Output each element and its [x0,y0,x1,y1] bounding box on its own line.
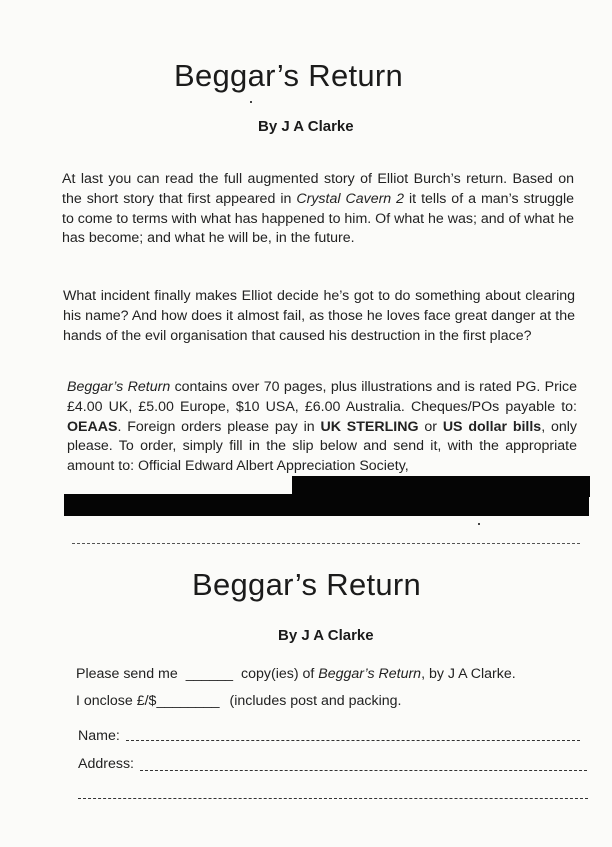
p1-publication-title: Crystal Cavern 2 [296,190,405,207]
order-text-end: , by J A Clarke. [421,666,516,682]
speck [478,523,480,525]
slip-byline: By J A Clarke [278,627,374,644]
order-text: copy(ies) of [241,666,319,682]
p3-book-title: Beggar’s Return [67,379,171,395]
p3-text-b: . Foreign orders please pay in [117,418,321,435]
intro-paragraph-3 [67,378,577,477]
p3-text-d: , only please. To order, simply fill in the slip below and send it, with the appropriate amount to: Official Edward Albert Appreciation Society, [67,418,578,475]
name-label: Name: [78,728,120,744]
p1-text-b: it tells of a man’s struggle to come to terms with what has happened to him. Of what he was; and of what he has become; and what he will be, in the future. [62,190,575,247]
address-label: Address: [78,756,134,772]
order-book-title: Beggar’s Return [318,666,422,682]
address-field-line-1[interactable] [140,770,587,771]
p1-text-a: At last you can read the full augmented story of Elliot Burch’s return. Based on the short story that first appeared in [62,171,574,207]
order-label: Please send me [76,666,178,682]
enclose-note: (includes post and packing. [229,693,402,709]
main-title: Beggar’s Return [174,58,404,93]
address-field-line-2[interactable] [78,798,588,799]
p3-text-a: contains over 70 pages, plus illustrations and is rated PG. Price £4.00 UK, £5.00 Europe, $10 USA, £6.00 Australia. Cheques/POs payable to: [67,379,577,415]
cut-line [72,543,580,544]
redaction-bar-2 [64,494,589,516]
quantity-blank[interactable]: ______ [185,666,234,682]
p3-currency-us: US dollar bills [442,418,542,435]
p3-payee: OEAAS [67,418,118,435]
order-quantity-line [76,666,516,682]
name-field-line[interactable] [126,740,580,741]
speck [250,101,252,103]
intro-paragraph-1 [62,170,574,249]
enclose-label: I onclose £/$ [76,693,157,709]
intro-paragraph-2: What incident finally makes Elliot decide he’s got to do something about clearing his name? And how does it almost fail, as those he loves face great danger at the hands of the evil organisation that caused his destruction in the first place? [63,288,575,344]
p3-currency-uk: UK STERLING [320,418,419,435]
p3-text-c: or [418,418,443,435]
enclose-amount-line [76,693,401,709]
slip-title: Beggar’s Return [192,567,422,602]
main-byline: By J A Clarke [258,118,354,135]
amount-blank[interactable]: ________ [156,693,220,709]
